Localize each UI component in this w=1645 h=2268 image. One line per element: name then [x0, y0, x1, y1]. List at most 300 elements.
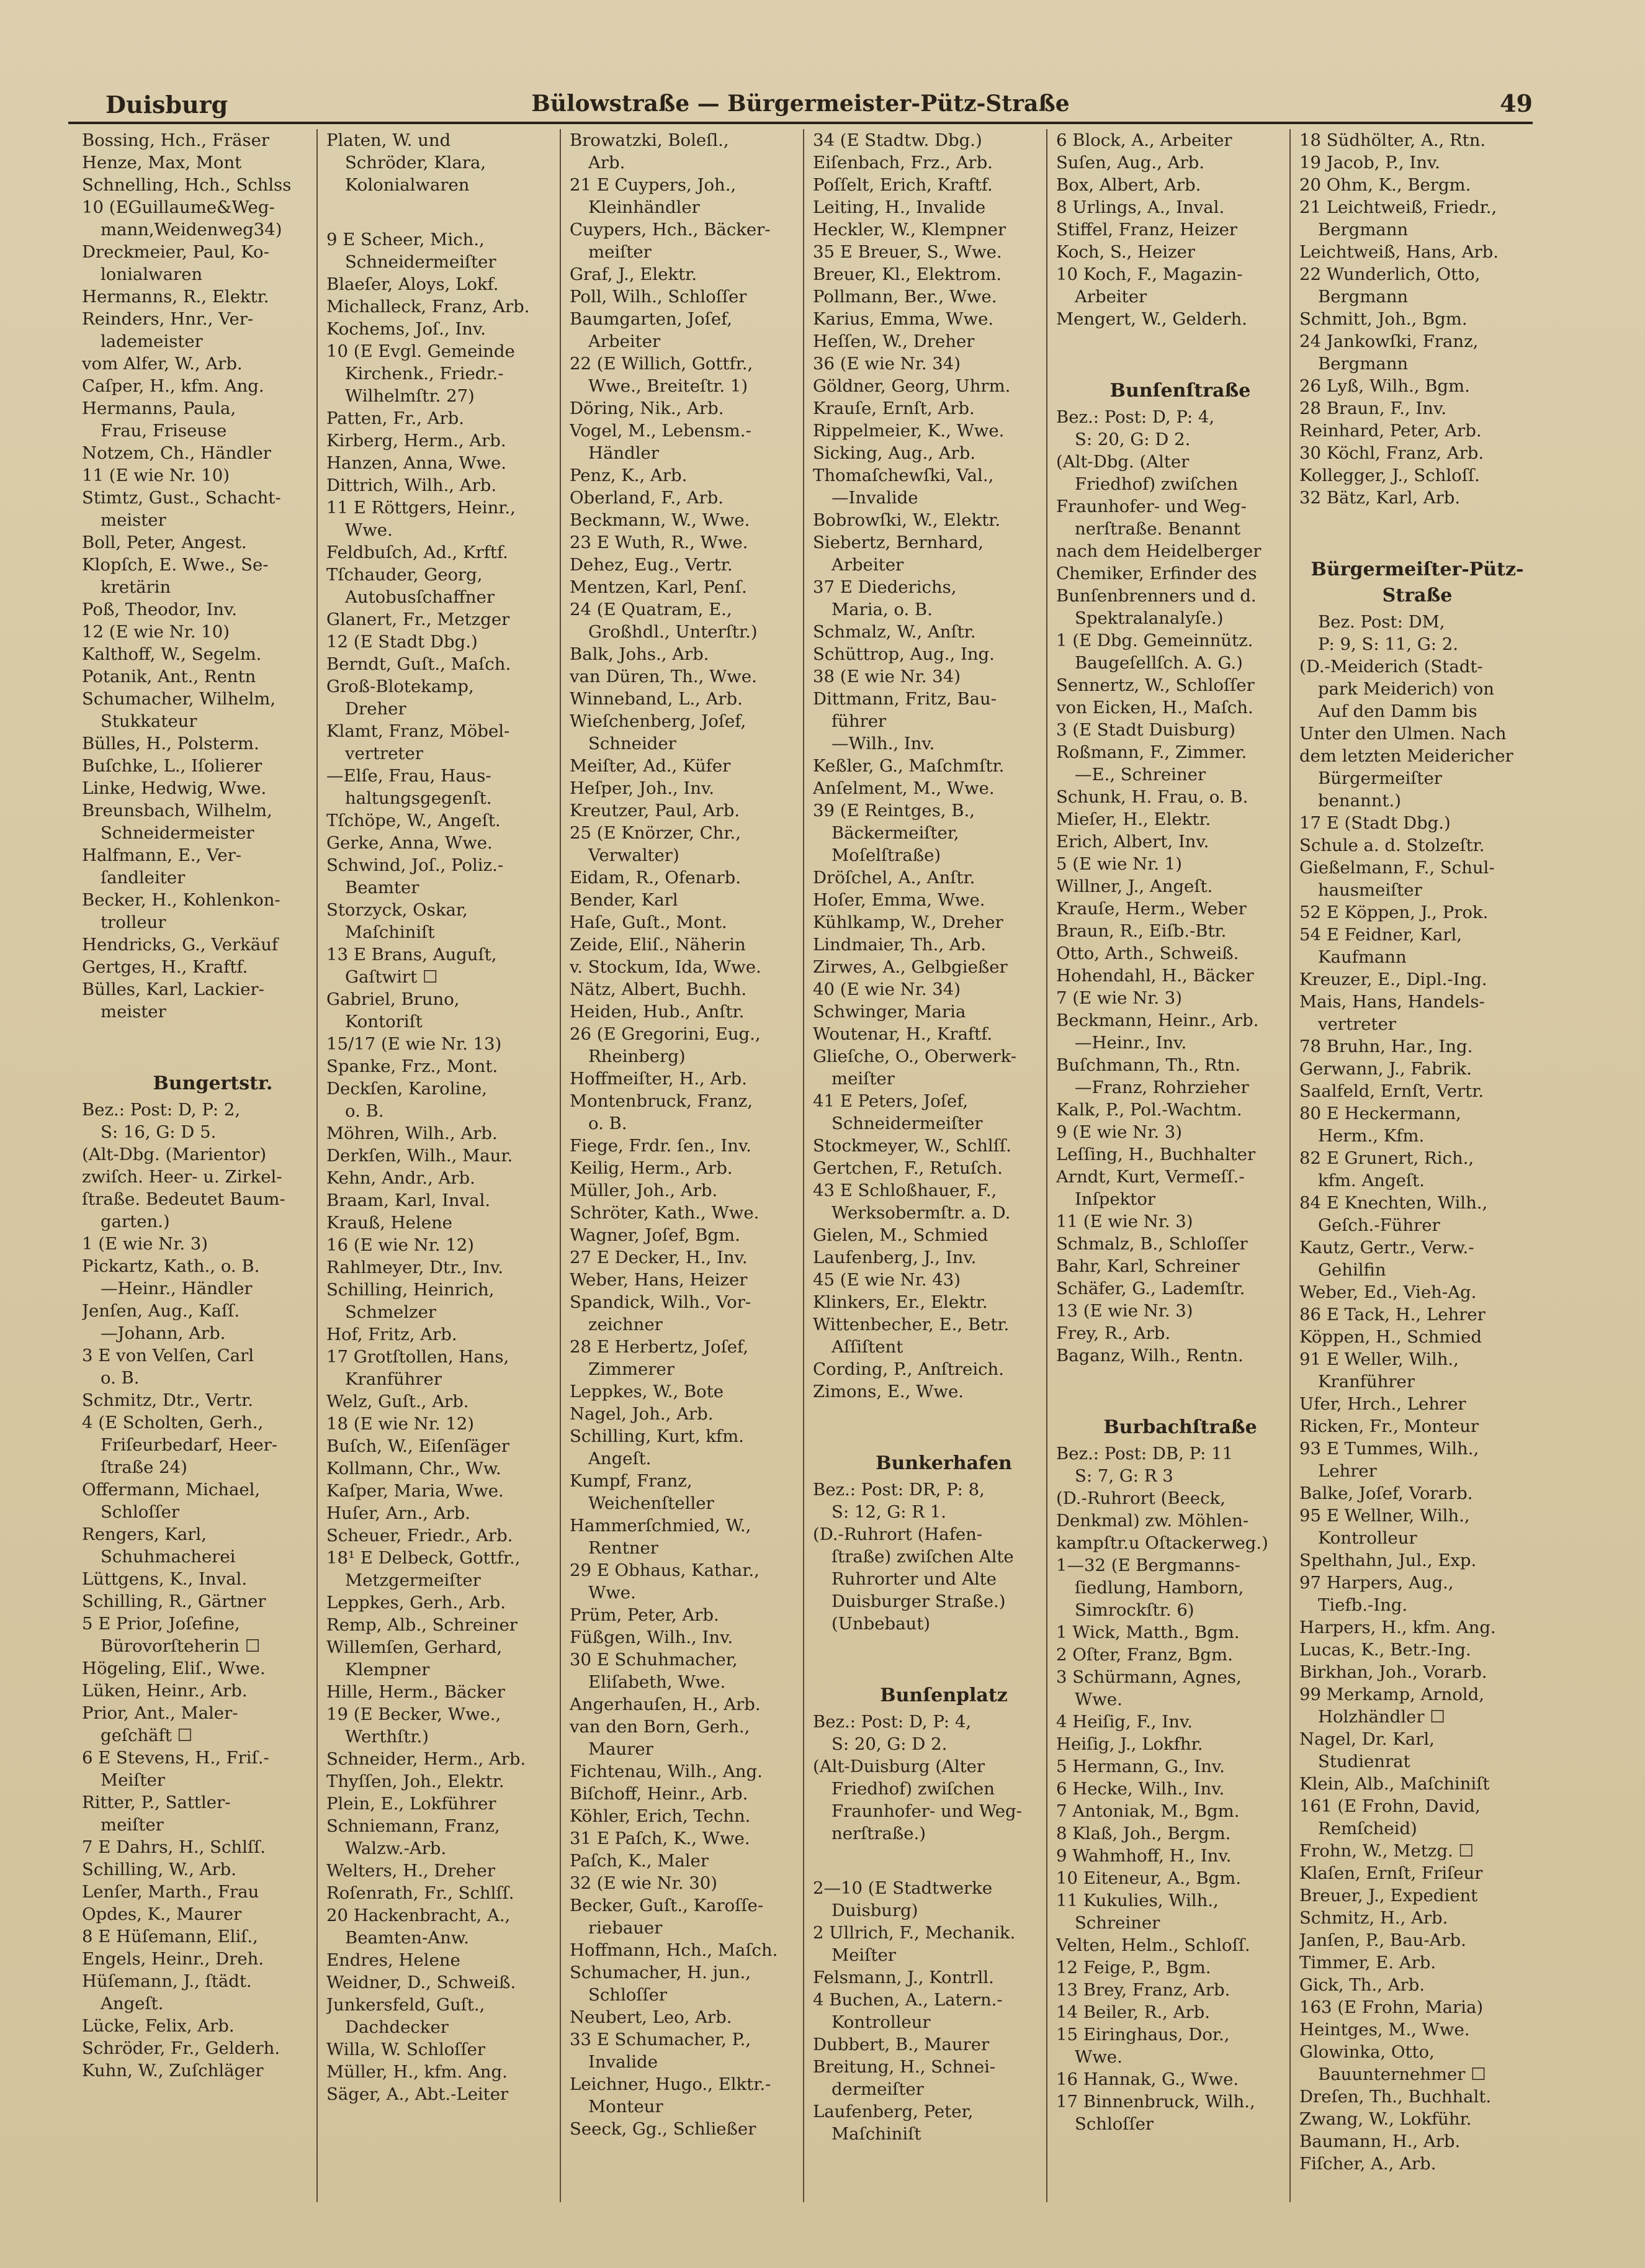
directory-entry-line: 28 E Herbertz, Joſef, — [570, 1337, 748, 1357]
directory-entry-line: Inſpektor — [1075, 1189, 1156, 1209]
directory-entry-line: Gertchen, F., Retuſch. — [813, 1158, 1003, 1178]
directory-entry-line: 93 E Tummes, Wilh., — [1299, 1439, 1479, 1459]
directory-entry-line: Angerhauſen, H., Arb. — [570, 1694, 761, 1714]
directory-entry-line: Lehrer — [1318, 1461, 1377, 1481]
directory-entry-line: Oberland, F., Arb. — [570, 488, 724, 508]
directory-entry-line: 29 E Obhaus, Kathar., — [570, 1560, 760, 1580]
directory-entry-line: Friedhof) zwiſchen — [831, 1779, 995, 1799]
directory-entry-line: Hüſemann, J., ſtädt. — [82, 1971, 252, 1991]
directory-entry-line: Kreutzer, Paul, Arb. — [570, 801, 740, 821]
directory-entry-line: Döring, Nik., Arb. — [570, 398, 724, 418]
directory-entry-line: Schmalz, W., Anſtr. — [813, 622, 976, 642]
directory-entry-line: Stimtz, Gust., Schacht- — [82, 488, 281, 508]
directory-entry-line: Poll, Wilh., Schloſſer — [570, 287, 747, 307]
directory-entry-line: meiſter — [101, 1815, 164, 1835]
directory-entry-line: Kalk, P., Pol.-Wachtm. — [1056, 1100, 1242, 1120]
directory-entry-line: 6 E Stevens, H., Friſ.- — [82, 1748, 269, 1768]
directory-entry-line: Arbeiter — [831, 555, 904, 575]
directory-entry-line: Arb. — [588, 153, 625, 173]
directory-entry-line: —Invalide — [831, 488, 918, 508]
directory-entry-line: 36 (E wie Nr. 34) — [813, 354, 961, 374]
directory-entry-line: Kreuzer, E., Dipl.-Ing. — [1299, 970, 1487, 989]
directory-entry-line: Metzgermeiſter — [345, 1570, 481, 1590]
directory-entry-line: Biſchoff, Heinr., Arb. — [570, 1784, 748, 1804]
directory-entry-line: Kaufmann — [1318, 947, 1407, 967]
directory-entry-line: Bergmann — [1318, 354, 1409, 374]
directory-entry-line: 9 E Scheer, Mich., — [326, 230, 485, 250]
directory-entry-line: Gerwann, J., Fabrik. — [1299, 1059, 1472, 1079]
directory-entry-line: o. B. — [345, 1101, 384, 1121]
directory-entry-line: Ufer, Hrch., Lehrer — [1299, 1394, 1466, 1414]
directory-entry-line: meiſter — [588, 242, 652, 262]
directory-entry-line: Schröder, Klara, — [345, 153, 486, 173]
directory-entry-line: Schumacher, H. jun., — [570, 1963, 751, 1982]
directory-entry-line: Weidner, D., Schweiß. — [326, 1973, 516, 1992]
directory-entry-line: Hermanns, R., Elektr. — [82, 287, 269, 307]
directory-entry-line: Boll, Peter, Angest. — [82, 533, 247, 552]
directory-entry-line: Welters, H., Dreher — [326, 1861, 495, 1881]
directory-entry-line: Baumgarten, Joſef, — [570, 309, 733, 329]
directory-entry-line: Tſchauder, Georg, — [326, 565, 483, 585]
column-6 — [1289, 129, 1539, 2202]
directory-entry-line: Kühlkamp, W., Dreher — [813, 912, 1003, 932]
directory-entry-line: Auf den Damm bis — [1318, 701, 1477, 721]
directory-entry-line: Schmitz, H., Arb. — [1299, 1908, 1448, 1928]
directory-entry-line: Eiſenbach, Frz., Arb. — [813, 153, 993, 173]
directory-entry-line: Lucas, K., Betr.-Ing. — [1299, 1640, 1471, 1660]
directory-entry-line: o. B. — [101, 1368, 140, 1388]
directory-entry-line: Maſchiniſt — [345, 922, 435, 942]
directory-entry-line: Monteur — [588, 2097, 663, 2117]
directory-entry-line: van den Born, Gerh., — [570, 1717, 750, 1737]
directory-entry-line: 31 E Paſch, K., Wwe. — [570, 1829, 750, 1848]
directory-entry-line: Kranführer — [345, 1369, 442, 1389]
directory-entry-line: Müller, Joh., Arb. — [570, 1181, 718, 1200]
directory-entry-line: Heiſig, J., Lokfhr. — [1056, 1734, 1203, 1754]
directory-entry-line: 15 Eiringhaus, Dor., — [1056, 2025, 1230, 2045]
directory-entry-line: Laufenberg, Peter, — [813, 2102, 974, 2122]
directory-entry-line: Leſſing, H., Buchhalter — [1056, 1145, 1256, 1164]
directory-entry-line: Timmer, E. Arb. — [1299, 1953, 1437, 1973]
directory-entry-line: Thomaſchewſki, Val., — [813, 466, 994, 485]
directory-entry-line: Breuer, J., Expedient — [1299, 1886, 1478, 1906]
directory-entry-line: P: 9, S: 11, G: 2. — [1318, 634, 1459, 654]
directory-entry-line: Eliſabeth, Wwe. — [588, 1672, 726, 1692]
directory-entry-line: Leppkes, W., Bote — [570, 1382, 724, 1402]
street-heading: Bunſenſtraße — [1109, 380, 1251, 402]
directory-entry-line: meister — [101, 1002, 166, 1022]
directory-entry-line: Schuhmacherei — [101, 1547, 236, 1567]
directory-entry-line: Wwe., Breiteſtr. 1) — [588, 376, 748, 396]
directory-entry-line: —E., Schreiner — [1075, 765, 1206, 785]
directory-entry-line: Bez.: Post: D, P: 4, — [1056, 407, 1215, 427]
directory-entry-line: Henze, Max, Mont — [82, 153, 242, 173]
column-1 — [73, 129, 347, 2202]
directory-entry-line: Pollmann, Ber., Wwe. — [813, 287, 997, 307]
directory-entry-line: Gick, Th., Arb. — [1299, 1975, 1425, 1995]
directory-entry-line: Maurer — [588, 1739, 653, 1759]
street-heading: Bunſenplatz — [880, 1685, 1008, 1706]
directory-entry-line: Reinhard, Peter, Arb. — [1299, 421, 1482, 441]
directory-entry-line: Köppen, H., Schmied — [1299, 1327, 1482, 1347]
directory-entry-line: Werthſtr.) — [345, 1727, 429, 1747]
directory-entry-line: Ricken, Fr., Monteur — [1299, 1416, 1479, 1436]
directory-entry-line: Opdes, K., Maurer — [82, 1904, 242, 1924]
directory-entry-line: Kranführer — [1318, 1372, 1415, 1392]
directory-entry-line: Beamter — [345, 878, 419, 898]
column-5 — [1046, 129, 1308, 2202]
directory-entry-line: von Eicken, H., Maſch. — [1056, 698, 1253, 718]
directory-entry-line: 1—32 (E Bergmanns- — [1056, 1555, 1240, 1575]
directory-entry-line: Lücke, Felix, Arb. — [82, 2016, 235, 2036]
directory-entry-line: Endres, Helene — [326, 1950, 460, 1970]
directory-entry-line: Baugeſellſch. A. G.) — [1075, 653, 1243, 673]
directory-entry-line: 19 (E Becker, Wwe., — [326, 1704, 501, 1724]
directory-entry-line: Vogel, M., Lebensm.- — [570, 421, 751, 441]
directory-entry-line: Kaſper, Maria, Wwe. — [326, 1481, 504, 1501]
directory-entry-line: Neubert, Leo, Arb. — [570, 2007, 732, 2027]
directory-entry-line: Fiſcher, A., Arb. — [1299, 2154, 1437, 2174]
directory-entry-line: Möhren, Wilh., Arb. — [326, 1123, 498, 1143]
directory-entry-line: Becker, H., Kohlenkon- — [82, 890, 280, 910]
directory-entry-line: Buſchke, L., Iſolierer — [82, 756, 262, 776]
directory-entry-line: Lindmaier, Th., Arb. — [813, 935, 987, 955]
directory-entry-line: 3 Schürmann, Agnes, — [1056, 1667, 1242, 1687]
directory-entry-line: —Heinr., Händler — [101, 1279, 253, 1298]
directory-entry-line: vom Alfer, W., Arb. — [82, 354, 243, 374]
directory-entry-line: Janſen, P., Bau-Arb. — [1299, 1930, 1466, 1950]
directory-entry-line: 13 (E wie Nr. 3) — [1056, 1301, 1193, 1321]
directory-entry-line: Werksobermſtr. a. D. — [831, 1203, 1011, 1223]
directory-entry-line: 82 E Grunert, Rich., — [1299, 1148, 1474, 1168]
directory-entry-line: Mengert, W., Gelderh. — [1056, 309, 1247, 329]
directory-entry-line: 18 Südhölter, A., Rtn. — [1299, 130, 1486, 150]
directory-entry-line: Bez. Post: DM, — [1318, 612, 1445, 632]
directory-entry-line: Braam, Karl, Inval. — [326, 1190, 491, 1210]
directory-entry-line: Buſch, W., Eiſenſäger — [326, 1436, 510, 1456]
directory-entry-line: 32 (E wie Nr. 30) — [570, 1873, 718, 1893]
directory-entry-line: 3 E von Velſen, Carl — [82, 1346, 254, 1366]
directory-entry-line: Balk, Johs., Arb. — [570, 644, 709, 664]
directory-entry-line: 38 (E wie Nr. 34) — [813, 667, 961, 686]
directory-entry-line: 1 Wick, Matth., Bgm. — [1056, 1622, 1240, 1642]
directory-entry-line: Arndt, Kurt, Vermeſſ.- — [1056, 1167, 1245, 1187]
directory-entry-line: Heckler, W., Klempner — [813, 220, 1006, 240]
directory-entry-line: Hoffmeiſter, H., Arb. — [570, 1069, 747, 1089]
directory-entry-line: Holzhändler ☐ — [1318, 1707, 1445, 1727]
directory-entry-line: Stockmeyer, W., Schlſſ. — [813, 1136, 1011, 1156]
directory-entry-line: Kollmann, Chr., Ww. — [326, 1459, 501, 1478]
directory-entry-line: Kleinhändler — [588, 197, 700, 217]
directory-entry-line: Rippelmeier, K., Wwe. — [813, 421, 1005, 441]
directory-entry-line: 1 (E wie Nr. 3) — [82, 1234, 208, 1254]
directory-entry-line: Gießelmann, F., Schul- — [1299, 858, 1495, 878]
directory-entry-line: Moſelſtraße) — [831, 845, 941, 865]
directory-entry-line: ſtraße 24) — [101, 1457, 187, 1477]
column-2 — [316, 129, 592, 2202]
directory-entry-line: Leichtweiß, Hans, Arb. — [1299, 242, 1499, 262]
directory-entry-line: Hoſer, Emma, Wwe. — [813, 890, 985, 910]
directory-entry-line: Bülles, H., Polsterm. — [82, 734, 259, 754]
directory-entry-line: Bäckermeiſter, — [831, 823, 959, 843]
directory-entry-line: Halfmann, E., Ver- — [82, 845, 242, 865]
directory-entry-line: 10 Koch, F., Magazin- — [1056, 264, 1243, 284]
directory-entry-line: 26 Lyß, Wilh., Bgm. — [1299, 376, 1470, 396]
section-spacer — [1056, 330, 1304, 362]
directory-entry-line: 14 Beiler, R., Arb. — [1056, 2002, 1210, 2022]
directory-entry-line: Baganz, Wilh., Rentn. — [1056, 1346, 1244, 1366]
directory-entry-line: kretärin — [101, 577, 171, 597]
directory-entry-line: Großhdl., Unterſtr.) — [588, 622, 758, 642]
directory-entry-line: —Franz, Rohrzieher — [1075, 1078, 1249, 1097]
directory-entry-line: S: 12, G: R 1. — [831, 1502, 946, 1522]
directory-entry-line: Glanert, Fr., Metzger — [326, 610, 510, 629]
directory-entry-line: Gehilfin — [1318, 1260, 1386, 1280]
directory-entry-line: 26 (E Gregorini, Eug., — [570, 1024, 761, 1044]
directory-entry-line: Schumacher, Wilhelm, — [82, 689, 276, 709]
directory-entry-line: Schilling, W., Arb. — [82, 1860, 236, 1879]
directory-entry-line: Meiſter — [831, 1945, 896, 1965]
directory-entry-line: kampſtr.u Oſtackerweg.) — [1056, 1533, 1268, 1553]
directory-entry-line: Klinkers, Er., Elektr. — [813, 1292, 988, 1312]
directory-entry-line: Kirchenk., Friedr.- — [345, 364, 504, 384]
directory-entry-line: 5 E Prior, Joſefine, — [82, 1614, 240, 1634]
directory-entry-line: Dachdecker — [345, 2017, 449, 2037]
directory-entry-line: Maria, o. B. — [831, 600, 933, 619]
directory-entry-line: Montenbruck, Franz, — [570, 1091, 753, 1111]
directory-entry-line: Zimmerer — [588, 1359, 675, 1379]
directory-entry-line: Klaſen, Ernſt, Friſeur — [1299, 1863, 1483, 1883]
directory-entry-line: lademeister — [101, 331, 203, 351]
directory-entry-line: 41 E Peters, Joſef, — [813, 1091, 969, 1111]
directory-entry-line: Schilling, Kurt, kfm. — [570, 1426, 744, 1446]
directory-entry-line: Invalide — [588, 2052, 658, 2072]
directory-entry-line: Seeck, Gg., Schließer — [570, 2119, 756, 2139]
directory-entry-line: Buſchmann, Th., Rtn. — [1056, 1055, 1241, 1075]
directory-entry-line: 8 Urlings, A., Inval. — [1056, 197, 1225, 217]
directory-entry-line: 2—10 (E Stadtwerke — [813, 1878, 993, 1898]
directory-entry-line: 12 (E wie Nr. 10) — [82, 622, 230, 642]
directory-entry-line: Klopſch, E. Wwe., Se- — [82, 555, 269, 575]
section-spacer — [813, 1403, 1075, 1435]
directory-entry-line: Meiſter, Ad., Küfer — [570, 756, 731, 776]
directory-entry-line: 17 Binnenbruck, Wilh., — [1056, 2092, 1255, 2112]
directory-entry-line: Stukkateur — [101, 711, 197, 731]
directory-entry-line: Kolonialwaren — [345, 175, 470, 195]
directory-entry-line: 27 E Decker, H., Inv. — [570, 1248, 748, 1267]
directory-entry-line: Wwe. — [588, 1583, 636, 1603]
directory-entry-line: Reinders, Hnr., Ver- — [82, 309, 254, 329]
directory-entry-line: (D.-Ruhrort (Beeck, — [1056, 1488, 1226, 1508]
directory-entry-line: Poß, Theodor, Inv. — [82, 600, 238, 619]
directory-entry-line: Wittenbecher, E., Betr. — [813, 1315, 1010, 1334]
directory-entry-line: Breunsbach, Wilhelm, — [82, 801, 272, 821]
directory-entry-line: Zirwes, A., Gelbgießer — [813, 957, 1008, 977]
directory-entry-line: 40 (E wie Nr. 34) — [813, 979, 961, 999]
directory-entry-line: Säger, A., Abt.-Leiter — [326, 2084, 509, 2104]
directory-entry-line: Michalleck, Franz, Arb. — [326, 297, 530, 317]
directory-entry-line: Schwind, Joſ., Poliz.- — [326, 855, 504, 875]
directory-entry-line: v. Stockum, Ida, Wwe. — [570, 957, 761, 977]
directory-entry-line: 4 Heiſig, F., Inv. — [1056, 1712, 1193, 1732]
directory-entry-line: Erich, Albert, Inv. — [1056, 832, 1209, 852]
street-heading: Bürgermeiſter-Pütz- — [1311, 559, 1524, 580]
directory-entry-line: Schneidermeister — [101, 823, 254, 843]
directory-entry-line: 24 Jankowſki, Franz, — [1299, 331, 1479, 351]
directory-entry-line: Beckmann, Heinr., Arb. — [1056, 1010, 1259, 1030]
directory-entry-line: Mais, Hans, Handels- — [1299, 992, 1485, 1012]
directory-entry-line: —Wilh., Inv. — [831, 734, 935, 754]
directory-entry-line: Kollegger, J., Schloſſ. — [1299, 466, 1480, 485]
directory-entry-line: Fiege, Frdr. ſen., Inv. — [570, 1136, 751, 1156]
directory-entry-line: Schmitz, Dtr., Vertr. — [82, 1390, 253, 1410]
directory-entry-line: 7 (E wie Nr. 3) — [1056, 988, 1183, 1008]
directory-entry-line: 7 Antoniak, M., Bgm. — [1056, 1801, 1240, 1821]
directory-entry-line: meister — [101, 510, 166, 530]
directory-entry-line: 7 E Dahrs, H., Schlſſ. — [82, 1837, 266, 1857]
directory-entry-line: Händler — [588, 443, 659, 463]
directory-entry-line: Paſch, K., Maler — [570, 1851, 709, 1871]
directory-entry-line: Unter den Ulmen. Nach — [1299, 724, 1507, 744]
directory-entry-line: Schnelling, Hch., Schlss — [82, 175, 292, 195]
directory-entry-line: 11 E Röttgers, Heinr., — [326, 498, 516, 518]
directory-entry-line: 34 (E Stadtw. Dbg.) — [813, 130, 982, 150]
directory-entry-line: geſchäft ☐ — [101, 1726, 193, 1745]
directory-entry-line: 10 (EGuillaume&Weg- — [82, 197, 275, 217]
directory-entry-line: Denkmal) zw. Möhlen- — [1056, 1511, 1249, 1531]
directory-entry-line: Kirberg, Herm., Arb. — [326, 431, 506, 451]
directory-entry-line: Offermann, Michael, — [82, 1480, 261, 1500]
directory-entry-line: Gabriel, Bruno, — [326, 989, 460, 1009]
directory-entry-line: kfm. Angeſt. — [1318, 1171, 1425, 1190]
directory-entry-line: Lüken, Heinr., Arb. — [82, 1681, 248, 1701]
directory-entry-line: Breuer, Kl., Elektrom. — [813, 264, 1002, 284]
directory-entry-line: Duisburger Straße.) — [831, 1591, 1006, 1611]
directory-entry-line: Remſcheid) — [1318, 1819, 1417, 1838]
directory-entry-line: Spektralanalyſe.) — [1075, 608, 1224, 628]
directory-entry-line: van Düren, Th., Wwe. — [570, 667, 757, 686]
directory-entry-line: Dittrich, Wilh., Arb. — [326, 475, 497, 495]
directory-entry-line: 11 (E wie Nr. 3) — [1056, 1212, 1193, 1231]
directory-entry-line: Penz, K., Arb. — [570, 466, 688, 485]
directory-entry-line: 18¹ E Delbeck, Gottfr., — [326, 1548, 521, 1568]
directory-entry-line: Willa, W. Schloſſer — [326, 2040, 486, 2059]
directory-entry-line: S: 20, G: D 2. — [831, 1734, 948, 1754]
directory-entry-line: (D.-Ruhrort (Hafen- — [813, 1524, 983, 1544]
directory-entry-line: Hohendahl, H., Bäcker — [1056, 966, 1254, 986]
directory-entry-line: 86 E Tack, H., Lehrer — [1299, 1305, 1486, 1325]
directory-entry-line: Derkſen, Wilh., Maur. — [326, 1146, 513, 1166]
directory-entry-line: Hammerſchmied, W., — [570, 1516, 751, 1536]
directory-entry-line: Wwe. — [1075, 2047, 1123, 2067]
directory-entry-line: Braun, R., Eiſb.-Btr. — [1056, 921, 1227, 941]
directory-entry-line: 16 Hannak, G., Wwe. — [1056, 2069, 1239, 2089]
directory-entry-line: Bürgermeiſter — [1318, 768, 1442, 788]
directory-entry-line: 13 E Brans, Auguſt, — [326, 945, 497, 965]
directory-entry-line: 43 E Schloßhauer, F., — [813, 1181, 997, 1200]
directory-entry-line: 54 E Feidner, Karl, — [1299, 925, 1463, 945]
directory-entry-line: Jenſen, Aug., Kaſſ. — [82, 1301, 240, 1321]
directory-entry-line: Scheuer, Friedr., Arb. — [326, 1526, 513, 1546]
directory-entry-line: Krauß, Helene — [326, 1213, 452, 1233]
directory-entry-line: 32 Bätz, Karl, Arb. — [1299, 488, 1461, 508]
directory-entry-line: Schäfer, G., Lademſtr. — [1056, 1279, 1245, 1298]
directory-entry-line: Deckſen, Karoline, — [326, 1079, 487, 1099]
directory-entry-line: Beckmann, W., Wwe. — [570, 510, 750, 530]
directory-entry-line: Ruhrorter und Alte — [831, 1569, 997, 1589]
directory-entry-line: 4 (E Scholten, Gerh., — [82, 1413, 264, 1433]
directory-entry-line: 17 Grotſtollen, Hans, — [326, 1347, 509, 1367]
directory-entry-line: —Johann, Arb. — [101, 1323, 226, 1343]
directory-entry-line: Otto, Arth., Schweiß. — [1056, 943, 1239, 963]
directory-entry-line: Kumpf, Franz, — [570, 1471, 693, 1491]
directory-entry-line: Schüttrop, Aug., Ing. — [813, 644, 995, 664]
directory-entry-line: zeichner — [588, 1315, 663, 1334]
directory-entry-line: Hermanns, Paula, — [82, 398, 236, 418]
directory-entry-line: Anſelment, M., Wwe. — [813, 778, 995, 798]
directory-entry-line: 52 E Köppen, J., Prok. — [1299, 902, 1489, 922]
directory-entry-line: Linke, Hedwig, Wwe. — [82, 778, 267, 798]
directory-entry-line: 20 Hackenbracht, A., — [326, 1906, 511, 1925]
directory-entry-line: Geſch.-Führer — [1318, 1215, 1440, 1235]
directory-entry-line: Patten, Fr., Arb. — [326, 408, 465, 428]
directory-entry-line: Leiting, H., Invalide — [813, 197, 986, 217]
directory-entry-line: Frau, Friseuse — [101, 421, 227, 441]
directory-entry-line: Krauſe, Herm., Weber — [1056, 899, 1247, 919]
directory-entry-line: 97 Harpers, Aug., — [1299, 1573, 1454, 1593]
directory-entry-line: Autobusſchaffner — [345, 587, 495, 607]
directory-entry-line: 30 Köchl, Franz, Arb. — [1299, 443, 1484, 463]
directory-entry-line: Schilling, R., Gärtner — [82, 1591, 266, 1611]
directory-entry-line: Dubbert, B., Maurer — [813, 2035, 990, 2054]
directory-entry-line: Nätz, Albert, Buchh. — [570, 979, 747, 999]
directory-entry-line: Bender, Karl — [570, 890, 678, 910]
directory-entry-line: Tſchöpe, W., Angeſt. — [326, 811, 501, 830]
directory-entry-line: Stiffel, Franz, Heizer — [1056, 220, 1238, 240]
directory-entry-line: Laufenberg, J., Inv. — [813, 1248, 977, 1267]
header-city: Duisburg — [105, 91, 228, 119]
directory-entry-line: meiſter — [831, 1069, 895, 1089]
directory-entry-line: Balke, Joſef, Vorarb. — [1299, 1483, 1473, 1503]
directory-entry-line: (Alt-Dbg. (Marientor) — [82, 1145, 267, 1164]
street-heading: Straße — [1382, 585, 1453, 606]
directory-entry-line: Müller, H., kfm. Ang. — [326, 2062, 508, 2082]
directory-entry-line: —Elſe, Frau, Haus- — [326, 766, 491, 786]
directory-entry-line: nerſtraße.) — [831, 1824, 926, 1843]
directory-entry-line: Remp, Alb., Schreiner — [326, 1615, 518, 1635]
directory-entry-line: Box, Albert, Arb. — [1056, 175, 1201, 195]
directory-entry-line: Wwe. — [345, 520, 393, 540]
directory-entry-line: 10 (E Evgl. Gemeinde — [326, 341, 515, 361]
directory-entry-line: 11 Kukulies, Wilh., — [1056, 1891, 1219, 1910]
directory-entry-line: Rheinberg) — [588, 1046, 686, 1066]
directory-entry-line: mann,Weidenweg34) — [101, 220, 282, 240]
directory-entry-line: Bez.: Post: DB, P: 11 — [1056, 1444, 1234, 1464]
directory-entry-line: Frohn, W., Metzg. ☐ — [1299, 1841, 1474, 1861]
directory-entry-line: 80 E Heckermann, — [1299, 1104, 1461, 1123]
directory-entry-line: Klamt, Franz, Möbel- — [326, 721, 510, 741]
directory-entry-line: ſtraße. Bedeutet Baum- — [82, 1189, 285, 1209]
directory-entry-line: Potanik, Ant., Rentn — [82, 667, 256, 686]
directory-entry-line: Schniemann, Franz, — [326, 1816, 500, 1836]
directory-entry-line: Zimons, E., Wwe. — [813, 1382, 964, 1402]
directory-entry-line: Schloſſer — [1075, 2114, 1154, 2134]
directory-entry-line: Siebertz, Bernhard, — [813, 533, 984, 552]
directory-entry-line: Hoffmann, Hch., Maſch. — [570, 1940, 778, 1960]
directory-entry-line: Kontoriſt — [345, 1012, 423, 1032]
directory-entry-line: Tiefb.-Ing. — [1318, 1595, 1408, 1615]
directory-entry-line: Platen, W. und — [326, 130, 451, 150]
